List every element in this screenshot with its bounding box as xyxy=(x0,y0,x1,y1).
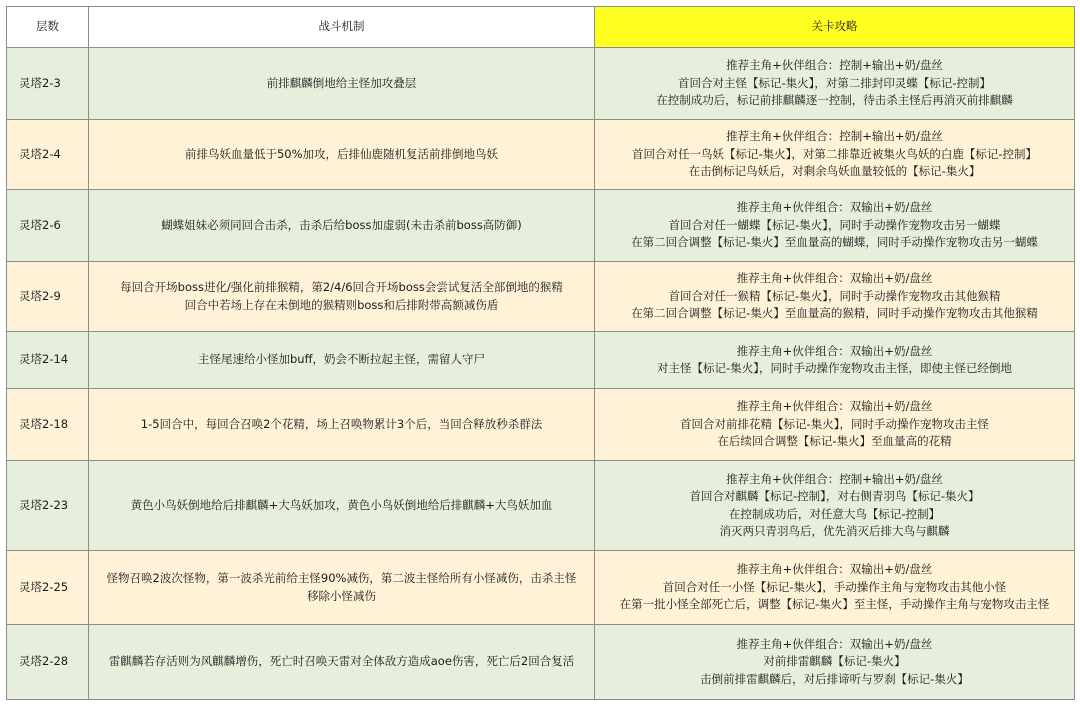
strategy-line: 推荐主角+伙伴组合：双输出+奶/盘丝 xyxy=(736,562,933,577)
strategy-line: 在控制成功后，标记前排麒麟逐一控制，待击杀主怪后再消灭前排麒麟 xyxy=(656,93,1013,108)
mechanic-cell xyxy=(89,389,595,461)
strategy-line: 推荐主角+伙伴组合：控制+输出+奶/盘丝 xyxy=(726,471,943,486)
mechanic-line: 黄色小鸟妖倒地给后排麒麟+大鸟妖加攻，黄色小鸟妖倒地给后排麒麟+大鸟妖加血 xyxy=(130,497,553,512)
table-row xyxy=(7,190,1075,262)
strategy-cell xyxy=(595,190,1075,262)
floor-cell: 灵塔2-23 xyxy=(7,461,89,551)
mechanic-line: 1-5回合中，每回合召唤2个花精，场上召唤物累计3个后，当回合释放秒杀群法 xyxy=(140,416,543,431)
mechanic-line: 怪物召唤2波次怪物，第一波杀光前给主怪90%减伤，第二波主怪给所有小怪减伤，击杀主怪 xyxy=(106,571,577,585)
table-row xyxy=(7,551,1075,625)
strategy-cell xyxy=(595,389,1075,461)
mechanic-line: 回合中若场上存在未倒地的猴精则boss和后排附带高额减伤盾 xyxy=(184,297,499,312)
mechanic-line: 前排麒麟倒地给主怪加攻叠层 xyxy=(266,75,417,90)
mechanic-cell xyxy=(89,332,595,389)
table-row xyxy=(7,262,1075,332)
table-row xyxy=(7,625,1075,700)
strategy-line: 在击倒标记鸟妖后，对剩余鸟妖血量较低的【标记-集火】 xyxy=(688,164,981,179)
table-row xyxy=(7,48,1075,120)
floor-strategy-table xyxy=(6,6,1075,700)
strategy-line: 推荐主角+伙伴组合：双输出+奶/盘丝 xyxy=(736,343,933,358)
strategy-line: 在后续回合调整【标记-集火】至血量高的花精 xyxy=(717,434,952,449)
strategy-line: 首回合对任一鸟妖【标记-集火】，对第二排靠近被集火鸟妖的白鹿【标记-控制】 xyxy=(631,146,1038,161)
table-row xyxy=(7,120,1075,190)
floor-cell: 灵塔2-4 xyxy=(7,120,89,190)
strategy-cell xyxy=(595,332,1075,389)
strategy-line: 击倒前排雷麒麟后，对后排谛听与罗刹【标记-集火】 xyxy=(700,671,969,686)
floor-cell: 灵塔2-3 xyxy=(7,48,89,120)
mechanic-line: 蝴蝶姐妹必须同回合击杀，击杀后给boss加虚弱(未击杀前boss高防御) xyxy=(161,217,522,232)
floor-cell: 灵塔2-9 xyxy=(7,262,89,332)
table-body xyxy=(7,48,1075,700)
mechanic-cell xyxy=(89,551,595,625)
strategy-cell xyxy=(595,461,1075,551)
strategy-line: 推荐主角+伙伴组合：双输出+奶/盘丝 xyxy=(736,399,933,414)
floor-cell: 灵塔2-14 xyxy=(7,332,89,389)
strategy-line: 对前排雷麒麟【标记-集火】 xyxy=(763,654,906,669)
floor-cell: 灵塔2-25 xyxy=(7,551,89,625)
strategy-cell xyxy=(595,625,1075,700)
strategy-line: 首回合对前排花精【标记-集火】，同时手动操作宠物攻击主怪 xyxy=(680,416,989,431)
strategy-cell xyxy=(595,551,1075,625)
strategy-line: 推荐主角+伙伴组合：控制+输出+奶/盘丝 xyxy=(726,129,943,144)
strategy-line: 在第一批小怪全部死亡后，调整【标记-集火】至主怪，手动操作主角与宠物攻击主怪 xyxy=(619,597,1050,612)
mechanic-line: 主怪尾速给小怪加buff，奶会不断拉起主怪，需留人守尸 xyxy=(197,352,485,367)
mechanic-cell xyxy=(89,120,595,190)
mechanic-line: 雷麒麟若存活则为风麒麟增伤，死亡时召唤天雷对全体敌方造成aoe伤害，死亡后2回合复活 xyxy=(108,654,575,669)
mechanic-line: 前排鸟妖血量低于50%加攻，后排仙鹿随机复活前排倒地鸟妖 xyxy=(184,146,499,161)
strategy-cell xyxy=(595,262,1075,332)
strategy-line: 在第二回合调整【标记-集火】至血量高的蝴蝶，同时手动操作宠物攻击另一蝴蝶 xyxy=(631,235,1038,250)
strategy-line: 在控制成功后，对任意大鸟【标记-控制】 xyxy=(728,506,941,521)
table-row xyxy=(7,332,1075,389)
strategy-line: 推荐主角+伙伴组合：双输出+奶/盘丝 xyxy=(736,271,933,286)
header-floor: 层数 xyxy=(7,7,89,48)
strategy-sheet xyxy=(6,6,1074,700)
strategy-cell xyxy=(595,48,1075,120)
strategy-line: 首回合对任一小怪【标记-集火】，手动操作主角与宠物攻击其他小怪 xyxy=(662,579,1007,594)
strategy-line: 推荐主角+伙伴组合：控制+输出+奶/盘丝 xyxy=(726,58,943,73)
strategy-line: 在第二回合调整【标记-集火】至血量高的猴精，同时手动操作宠物攻击其他猴精 xyxy=(631,306,1038,321)
strategy-line: 消灭两只青羽鸟后，优先消灭后排大鸟与麒麟 xyxy=(719,524,950,538)
strategy-line: 推荐主角+伙伴组合：双输出+奶/盘丝 xyxy=(736,636,933,651)
table-row xyxy=(7,389,1075,461)
strategy-line: 首回合对麒麟【标记-控制】，对右侧青羽鸟【标记-集火】 xyxy=(689,489,980,503)
floor-cell: 灵塔2-28 xyxy=(7,625,89,700)
floor-cell: 灵塔2-18 xyxy=(7,389,89,461)
strategy-line: 首回合对主怪【标记-集火】，对第二排封印灵蝶【标记-控制】 xyxy=(677,75,992,90)
strategy-line: 对主怪【标记-集火】，同时手动操作宠物攻击主怪，即使主怪已经倒地 xyxy=(657,361,1012,375)
header-strategy: 关卡攻略 xyxy=(595,7,1075,48)
mechanic-line: 每回合开场boss进化/强化前排猴精，第2/4/6回合开场boss会尝试复活全部倒地的猴精 xyxy=(120,280,563,294)
floor-cell: 灵塔2-6 xyxy=(7,190,89,262)
strategy-line: 推荐主角+伙伴组合：双输出+奶/盘丝 xyxy=(736,200,933,215)
strategy-line: 首回合对任一蝴蝶【标记-集火】，同时手动操作宠物攻击另一蝴蝶 xyxy=(668,217,1001,232)
header-mechanic: 战斗机制 xyxy=(89,7,595,48)
table-row xyxy=(7,461,1075,551)
mechanic-cell xyxy=(89,262,595,332)
mechanic-cell xyxy=(89,190,595,262)
mechanic-cell xyxy=(89,625,595,700)
header-row xyxy=(7,7,1075,48)
strategy-line: 首回合对任一猴精【标记-集火】，同时手动操作宠物攻击其他猴精 xyxy=(668,288,1001,303)
mechanic-line: 移除小怪减伤 xyxy=(307,588,376,603)
mechanic-cell xyxy=(89,461,595,551)
strategy-cell xyxy=(595,120,1075,190)
mechanic-cell xyxy=(89,48,595,120)
